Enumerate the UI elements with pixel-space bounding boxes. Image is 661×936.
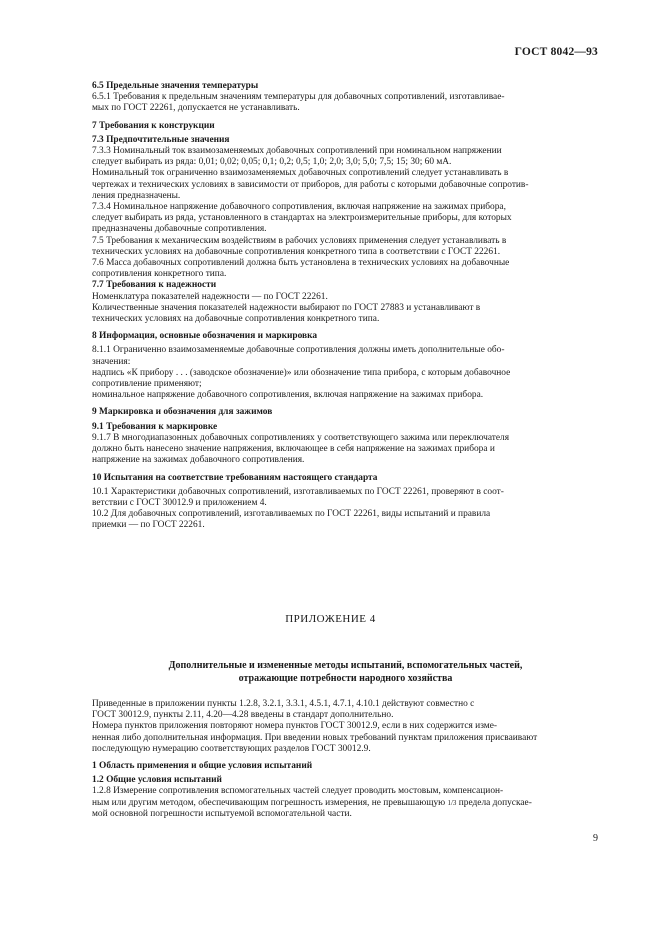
- standard-code-header: ГОСТ 8042—93: [514, 46, 598, 58]
- para-8-1-1-line5: номинальное напряжение добавочного сопротивления, включая напряжение на зажимах прибора.: [92, 390, 484, 401]
- appendix-text-column: [92, 699, 599, 820]
- para-10-2-line1: 10.2 Для добавочных сопротивлений, изготавливаемых по ГОСТ 22261, виды испытаний и правила: [92, 509, 491, 520]
- para-9-1-7-line1: 9.1.7 В многодиапазонных добавочных сопротивлениях у соответствующего зажима или переключателя: [92, 432, 510, 443]
- appendix-title-line2: отражающие потребности народного хозяйства: [238, 672, 453, 684]
- para-nominal-line2: чертежах и технических условиях в зависимости от приборов, для работы с которыми добавочные сопротив-: [92, 179, 529, 190]
- appendix-title: [92, 660, 599, 685]
- section-6-5-title: 6.5 Предельные значения температуры: [92, 81, 259, 91]
- para-7-7-line2: Количественные значения показателей надежности выбирают по ГОСТ 27883 и устанавливают в: [92, 302, 481, 313]
- para-1-2-8-line2-post: предела допускае-: [456, 797, 532, 808]
- para-1-2-8-line2: [92, 798, 599, 809]
- para-1-2-8-line1: 1.2.8 Измерение сопротивления вспомогательных частей следует проводить мостовым, компенсацион-: [92, 786, 504, 797]
- section-9-1-title: 9.1 Требования к маркировке: [92, 421, 218, 432]
- appendix-para-a-line1: Приведенные в приложении пункты 1.2.8, 3.2.1, 3.3.1, 4.5.1, 4.7.1, 4.10.1 действуют совместно с: [92, 699, 475, 709]
- para-8-1-1-line4: сопротивление применяют;: [92, 379, 202, 390]
- section-7-7-title: 7.7 Требования к надежности: [92, 280, 217, 291]
- appendix-label: ПРИЛОЖЕНИЕ 4: [285, 613, 376, 625]
- para-7-3-4-line2: следует выбирать из ряда, установленного в стандартах на электроизмерительные приборы, для которых: [92, 213, 512, 224]
- appendix-para-b-line2: ненная либо дополнительная информация. При введении новых требований пунктам приложения присваивают: [92, 732, 538, 743]
- para-7-6-line1: 7.6 Масса добавочных сопротивлений должна быть установлена в технических условиях на добавочные: [92, 258, 510, 269]
- para-7-3-3-line2: следует выбирать из ряда: 0,01; 0,02; 0,05; 0,1; 0,2; 0,5; 1,0; 2,0; 3,0; 5,0; 7,5; 15; 30; 60 мА.: [92, 157, 452, 168]
- para-1-2-8-line2-pre: ным или другим методом, обеспечивающим погрешность измерения, не превышающую: [92, 797, 448, 808]
- para-7-7-line1: Номенклатура показателей надежности — по ГОСТ 22261.: [92, 291, 328, 302]
- main-text-column: [92, 81, 599, 532]
- para-7-3-3-line1: 7.3.3 Номинальный ток взаимозаменяемых добавочных сопротивлений при номинальном напряжении: [92, 146, 502, 157]
- section-10-title: 10 Испытания на соответствие требованиям настоящего стандарта: [92, 472, 378, 483]
- page-number: 9: [593, 833, 598, 844]
- para-7-5-line1: 7.5 Требования к механическим воздействиям в рабочих условиях применения следует устанавливать в: [92, 235, 507, 246]
- para-7-6-line2: сопротивления конкретного типа.: [92, 269, 227, 280]
- section-7-3-title: 7.3 Предпочтительные значения: [92, 134, 230, 145]
- para-7-3-4-line3: предназначены добавочные сопротивления.: [92, 224, 267, 235]
- para-6-5-1-line2: мых по ГОСТ 22261, допускается не устанавливать.: [92, 103, 300, 114]
- para-9-1-7-line2: должно быть нанесено значение напряжения, включающее в себя напряжение на зажимах прибора и: [92, 444, 495, 455]
- para-9-1-7-line3: напряжение на зажимах добавочного сопротивления.: [92, 455, 305, 466]
- appendix-title-line1: Дополнительные и измененные методы испытаний, вспомогательных частей,: [168, 660, 523, 671]
- section-8-title: 8 Информация, основные обозначения и маркировка: [92, 331, 318, 342]
- appendix-section-1-title: 1 Область применения и общие условия испытаний: [92, 761, 313, 772]
- para-10-1-line1: 10.1 Характеристики добавочных сопротивлений, изготавливаемых по ГОСТ 22261, проверяют в соот-: [92, 486, 504, 497]
- appendix-para-a-line2: ГОСТ 30012.9, пункты 2.11, 4.20—4.28 введены в стандарт дополнительно.: [92, 710, 394, 721]
- section-9-title: 9 Маркировка и обозначения для зажимов: [92, 407, 273, 418]
- para-8-1-1-line1: 8.1.1 Ограниченно взаимозаменяемые добавочные сопротивления должны иметь дополнительные обо-: [92, 345, 505, 356]
- para-10-1-line2: ветствии с ГОСТ 30012.9 и приложением 4.: [92, 497, 267, 508]
- fraction-one-third: 1/3: [447, 798, 457, 807]
- para-8-1-1-line3: надпись «К прибору . . . (заводское обозначение)» или обозначение типа прибора, с которым добавочное: [92, 367, 511, 378]
- para-7-5-line2: технических условиях на добавочные сопротивления конкретного типа в соответствии с ГОСТ 22261.: [92, 246, 501, 257]
- para-7-3-4-line1: 7.3.4 Номинальное напряжение добавочного сопротивления, включая напряжение на зажимах прибора,: [92, 202, 506, 213]
- appendix-para-b-line1: Номера пунктов приложения повторяют номера пунктов ГОСТ 30012.9, если в них содержится изме-: [92, 721, 497, 732]
- section-7-title: 7 Требования к конструкции: [92, 120, 215, 131]
- para-nominal-line1: Номинальный ток ограниченно взаимозаменяемых добавочных сопротивлений следует устанавливать в: [92, 168, 509, 179]
- para-10-2-line2: приемки — по ГОСТ 22261.: [92, 520, 205, 531]
- para-nominal-line3: ления предназначены.: [92, 190, 181, 201]
- appendix-section-1-2-title: 1.2 Общие условия испытаний: [92, 775, 222, 786]
- para-1-2-8-line3: мой основной погрешности испытуемой вспомогательной части.: [92, 808, 352, 819]
- para-8-1-1-line2: значения:: [92, 356, 131, 367]
- para-7-7-line3: технических условиях на добавочные сопротивления конкретного типа.: [92, 314, 380, 325]
- para-6-5-1-line1: 6.5.1 Требования к предельным значениям температуры для добавочных сопротивлений, изготавливае-: [92, 92, 505, 103]
- appendix-para-b-line3: последующую нумерацию соответствующих разделов ГОСТ 30012.9.: [92, 743, 371, 754]
